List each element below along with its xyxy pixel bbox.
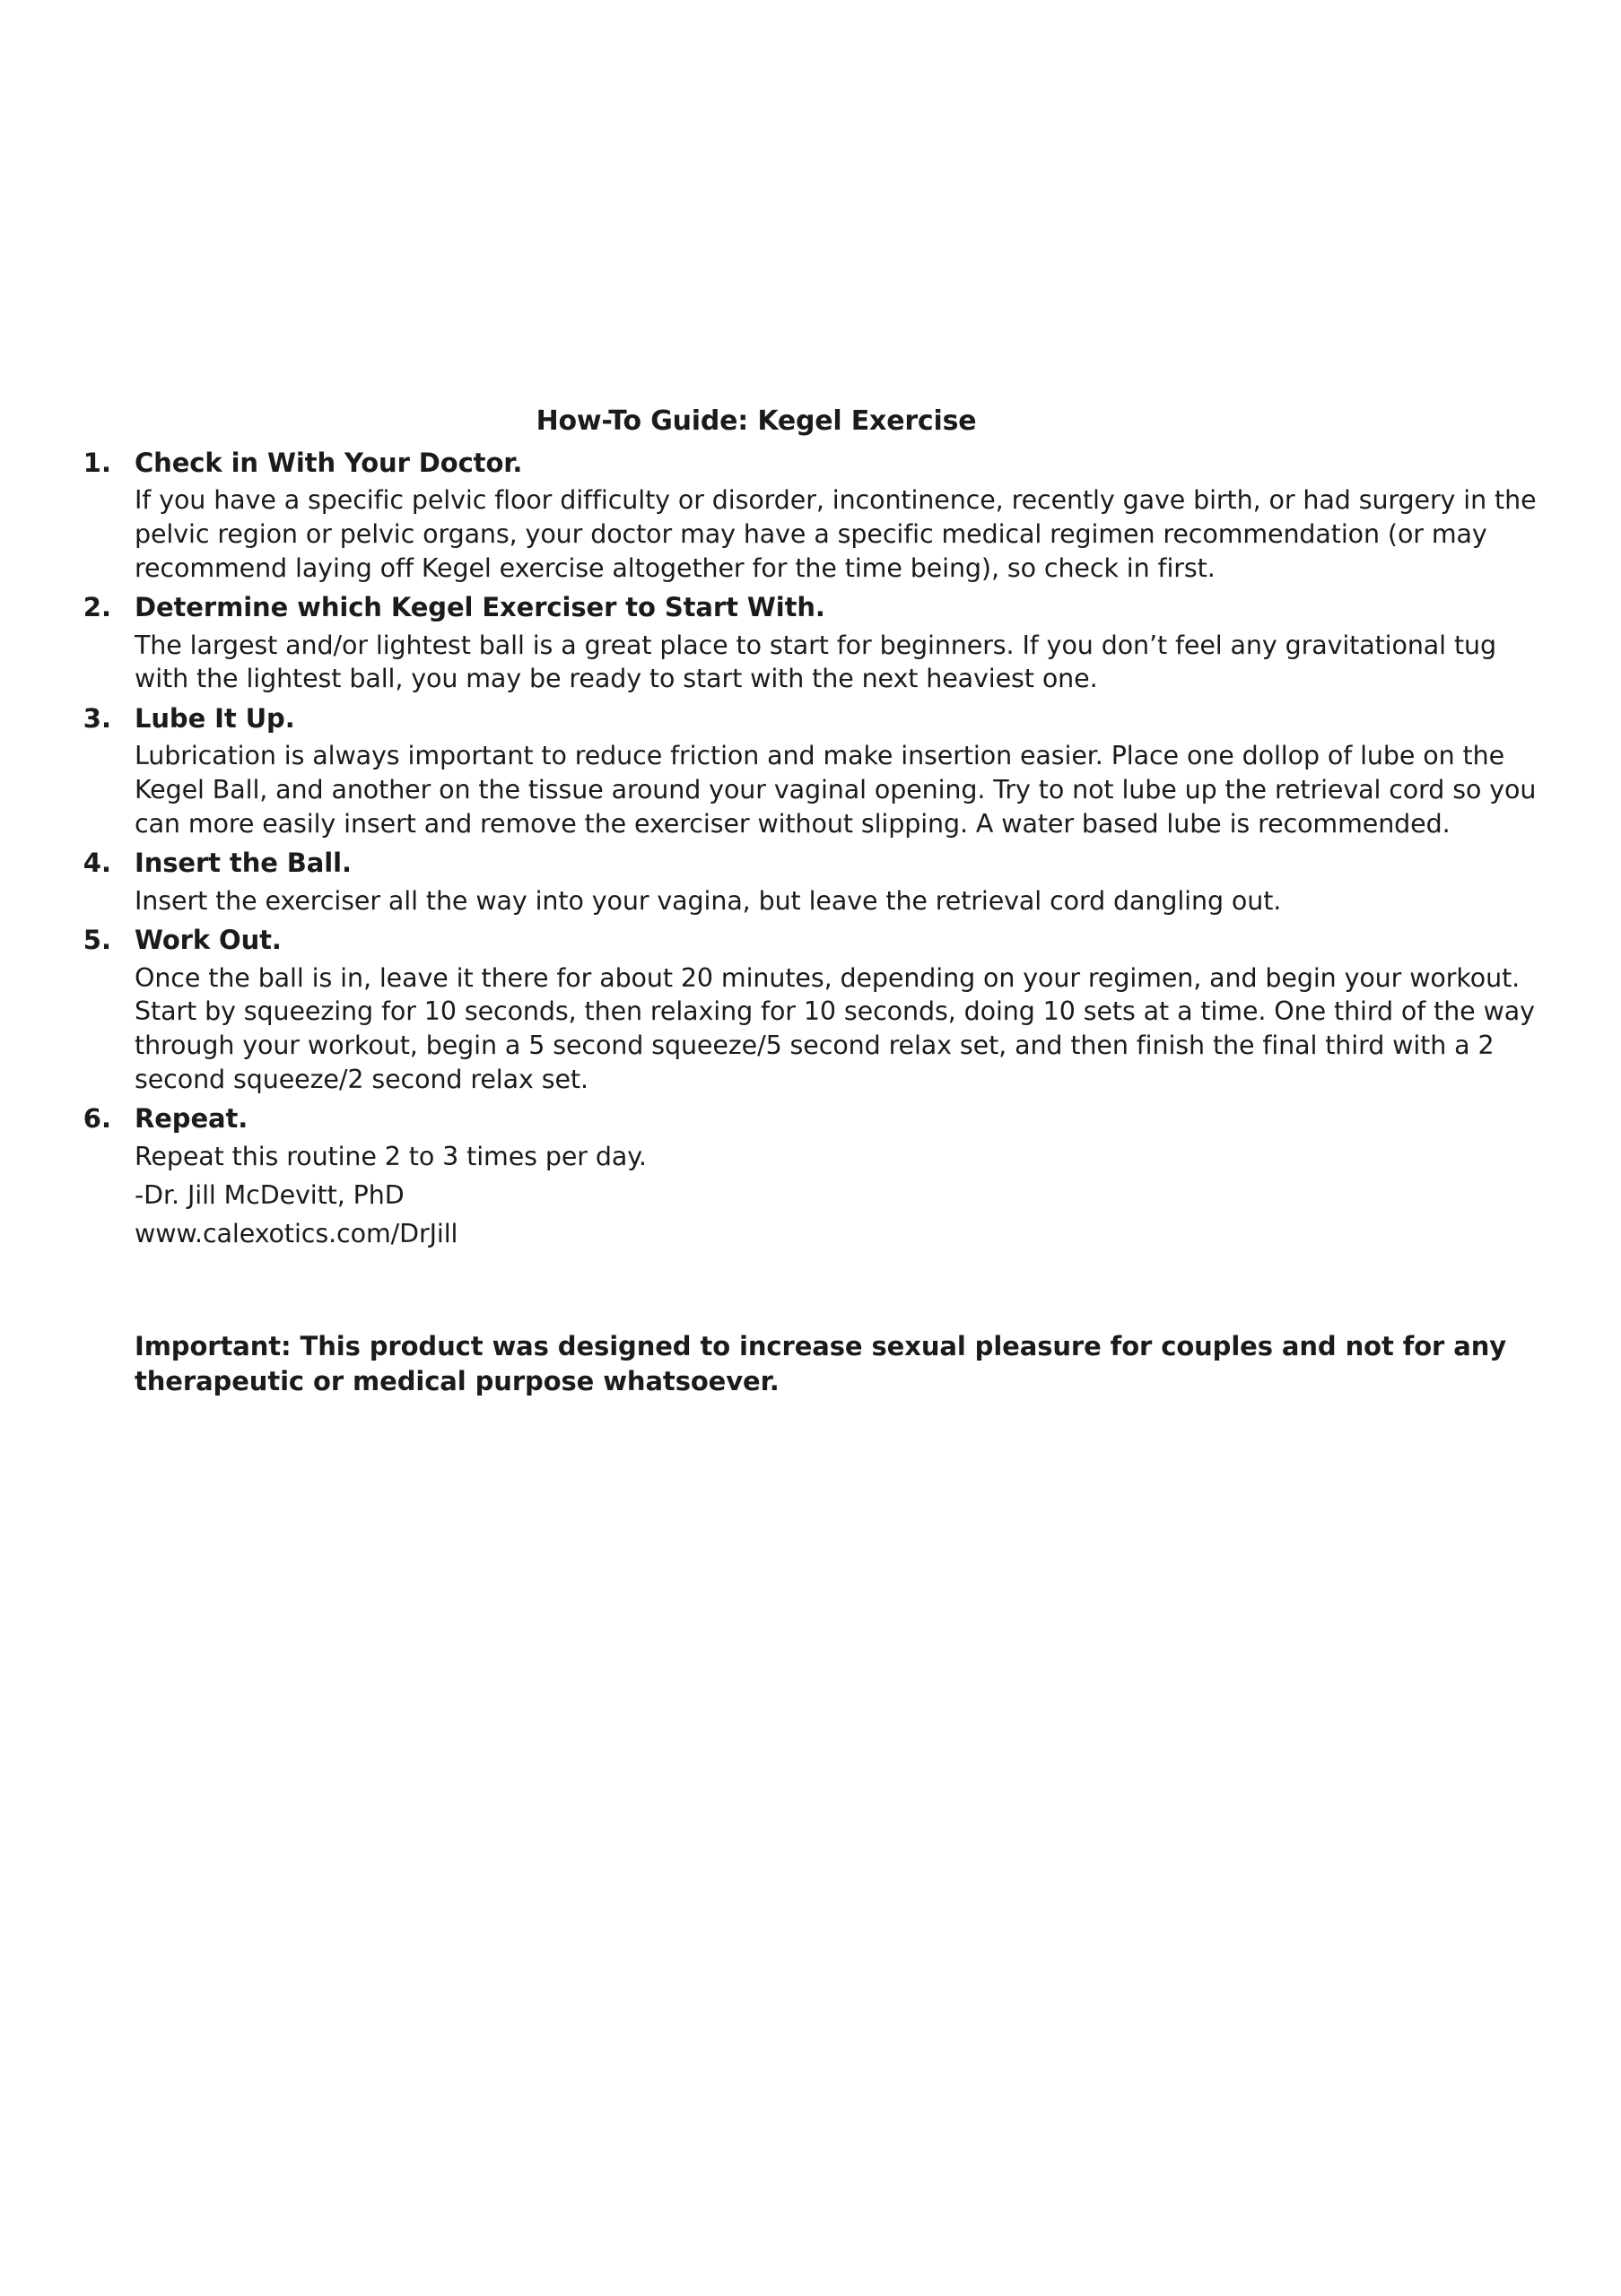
list-item [70,1101,1541,1173]
page-title: How-To Guide: Kegel Exercise [536,405,977,437]
step-heading: Work Out. [135,925,282,956]
step-body-text: Once the ball is in, leave it there for about 20 minutes, depending on your regimen, and begin your workout. Start by squeezing for 10 seconds, then relaxing for 10 seconds, doing 10 sets at a time. One third of the way through your workout, begin a 5 second squeeze/5 second relax set, and then finish the final third with a 2 second squeeze/2 second relax set. [135,962,1535,1094]
step-heading: Repeat. [135,1103,248,1135]
document-body [70,405,1541,1399]
list-item [70,846,1541,918]
list-item [70,446,1541,585]
step-body-text: If you have a specific pelvic floor difficulty or disorder, incontinence, recently gave birth, or had surgery in the pelvic region or pelvic organs, your doctor may have a specific medical regimen recommendation (or may recommend laying off Kegel exercise altogether for the time being), so check in first. [135,485,1537,583]
step-body-text: Lubrication is always important to reduce friction and make insertion easier. Place one dollop of lube on the Kegel Ball, and another on the tissue around your vaginal opening. Try to not lube up the retrieval cord so you can more easily insert and remove the exerciser without slipping. A water based lube is recommended. [135,741,1537,839]
important-notice: Important: This product was designed to increase sexual pleasure for couples and not for any therapeutic or medical purpose whatsoever. [135,1330,1507,1396]
step-number: 1. [83,448,111,478]
author-signature: -Dr. Jill McDevitt, PhD [135,1180,405,1211]
step-body-text: The largest and/or lightest ball is a great place to start for beginners. If you don’t feel any gravitational tug with the lightest ball, you may be ready to start with the next heaviest one. [135,630,1496,694]
list-item [70,701,1541,840]
website-url: www.calexotics.com/DrJill [135,1218,458,1248]
step-number: 2. [83,592,111,623]
step-heading: Lube It Up. [135,702,295,734]
step-heading: Determine which Kegel Exerciser to Start With. [135,592,825,623]
step-number: 4. [83,848,111,879]
step-body-text: Insert the exerciser all the way into your vagina, but leave the retrieval cord dangling out. [135,885,1282,916]
step-number: 5. [83,925,111,956]
step-number: 3. [83,702,111,734]
instruction-steps-list [70,446,1541,1173]
step-body-text: Repeat this routine 2 to 3 times per day. [135,1141,647,1171]
list-item [70,590,1541,696]
step-heading: Check in With Your Doctor. [135,448,523,478]
step-number: 6. [83,1103,111,1135]
list-item [70,923,1541,1096]
step-heading: Insert the Ball. [135,848,352,879]
